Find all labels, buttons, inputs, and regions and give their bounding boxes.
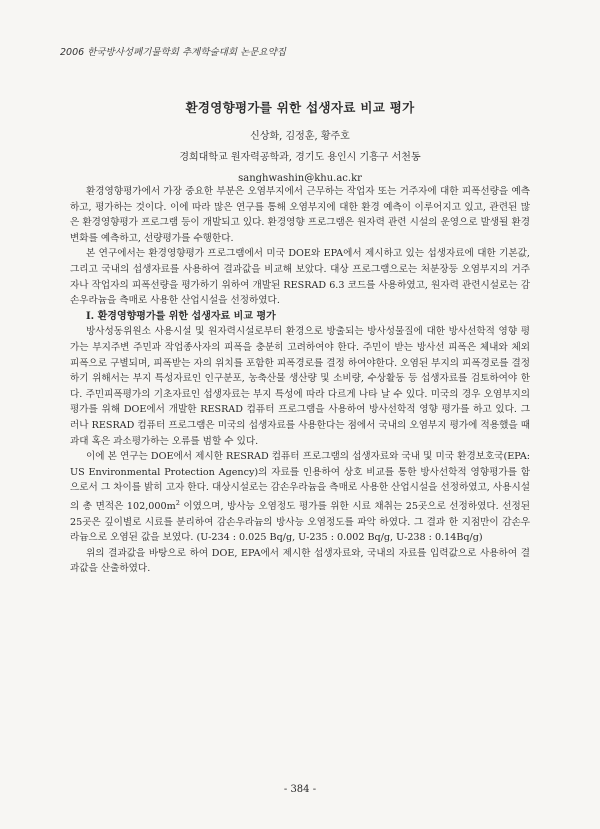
section-paragraph-1: 방사성동위원소 사용시설 및 원자력시설로부터 환경으로 방출되는 방사성물질에 대한 방사선학적 영향 평가는 부지주변 주민과 작업종사자의 피폭을 충분히 고려하여야 한다. 주민이 받는 방사선 피폭은 체내와 체외 피폭으로 구별되며, 피폭받는 자의 위치를 포함한 피폭경로를 결정 하여야한다. 오염된 부지의 피폭경로를 결정하기 위해서는 부지 특성자료인 인구분포, 농축산물 생산량 및 소비량, 수상활동 등 섭생자료를 검토하여야 한다. 주민피폭평가의 기초자료인 섭생자료는 부지 특성에 따라 다르게 나타 날 수 있다. 미국의 경우 오염부지의 평가를 위해 DOE에서 개발한 RESRAD 컴퓨터 프로그램을 사용하여 방사선학적 영향 평가를 하고 있다. 그러나 RESRAD 컴퓨터 프로그램은 미국의 섭생자료를 사용한다는 점에서 국내의 오염부지 평가에 적용했을 때 과대 혹은 과소평가하는 오류를 범할 수 있다.	[70, 326, 530, 447]
paper-body	[70, 184, 530, 577]
area-unit-superscript: 2	[175, 498, 180, 507]
intro-paragraph-2: 본 연구에서는 환경영향평가 프로그램에서 미국 DOE와 EPA에서 제시하고 있는 섭생자료에 대한 기본값, 그리고 국내의 섭생자료를 사용하여 결과값을 비교해 보았다. 대상 프로그램으로는 처분장등 오염부지의 거주자나 작업자의 피폭선량을 평가하기 위하여 개발된 RESRAD 6.3 코드를 사용하였고, 원자력 관련시설로는 감손우라늄을 측매로 사용한 산업시설을 선정하였다.	[70, 248, 530, 307]
author-block	[0, 126, 600, 189]
paper-title: 환경영향평가를 위한 섭생자료 비교 평가	[185, 100, 415, 115]
page-number: - 384 -	[283, 784, 317, 795]
section-paragraph-3: 위의 결과값을 바탕으로 하여 DOE, EPA에서 제시한 섭생자료와, 국내의 자료를 입력값으로 사용하여 결과값을 산출하였다.	[70, 547, 530, 575]
author-email: sanghwashin@khu.ac.kr	[238, 173, 362, 184]
section-paragraph-2-text-b: 이였으며, 방사능 오염정도 평가를 위한 시료 채취는 25곳으로 선정하였다. 선정된 25곳은 깊이별로 시료를 분리하여 감손우라늄의 방사능 오염정도를 파악 하였다. 그 결과 한 지점만이 감손우라늄으로 오염된 값을 보였다. (U-234 : 0.025 Bq/g, U-235 : 0.002 Bq/g, U-238 : 0.14Bq/g)	[70, 501, 530, 544]
journal-header: 2006 한국방사성폐기물학회 추계학술대회 논문요약집	[60, 47, 286, 58]
section-heading: I. 환경영향평가를 위한 섭생자료 비교 평가	[86, 310, 276, 322]
section-paragraph-2-text-a: 이에 본 연구는 DOE에서 제시한 RESRAD 컴퓨터 프로그램의 섭생자료와 국내 및 미국 환경보호국(EPA: US Environmental Protection Agency)의 자료를 인용하여 상호 비교를 통한 방사선학적 영향평가를 함으로서 그 차이를 밝히 고자 한다. 대상시설로는 감손우라늄을 측매로 사용한 산업시설을 선정하였고, 사용시설의 총 면적은 102,000m	[70, 451, 530, 513]
author-affiliation: 경희대학교 원자력공학과, 경기도 용인시 기흥구 서천동	[179, 152, 421, 163]
author-names: 신상화, 김정훈, 황주호	[250, 131, 350, 142]
section-paragraph-2	[70, 449, 530, 546]
intro-paragraph-1: 환경영향평가에서 가장 중요한 부분은 오염부지에서 근무하는 작업자 또는 거주자에 대한 피폭선량을 예측하고, 평가하는 것이다. 이에 따라 많은 연구를 통해 오염부지에 대한 환경 예측이 이루어지고 있고, 관련된 많은 환경영향평가 프로그램 등이 개발되고 있다. 환경영향 프로그램은 원자력 관련 시설의 운영으로 발생될 환경 변화를 예측하고, 선량평가를 수행한다.	[70, 186, 530, 244]
